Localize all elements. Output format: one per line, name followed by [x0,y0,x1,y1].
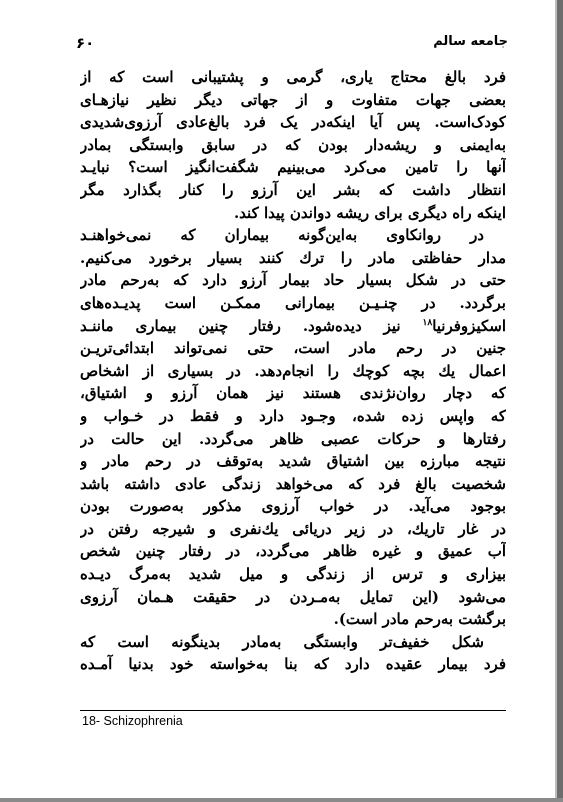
text-line: شکل خفیف‌تر وابستگی به‌مادر بدینگونه است که [80,632,484,651]
text-line-with-footnote [80,315,506,338]
book-page [74,28,512,773]
text-line: که واپس زده شده، وجـود دارد و فقط در خـواب و [80,406,506,425]
text-line: در غار تاریك، در زیر دریائی یك‌نفری و شیرجه رفتن در [80,519,506,538]
text-line: جنین در رحم مادر است، حتی نمی‌تواند ابتدائی‌تریـن [80,339,506,358]
text-line: می‌شود (این تمایل به‌مـردن در حقیقت هـمان آرزوی [80,587,506,606]
text-line: فرد بیمار عقیده دارد که بنا به‌خواسته خود بدنیا آمـده [80,655,506,674]
scan-bottom-edge [0,798,563,802]
text-fragment: اسکیزوفرنیا [432,316,506,335]
text-line: اینکه راه دیگری برای ریشه دواندن پیدا کند. [233,203,506,222]
text-line: که دچار روان‌نژندی هستند نیز همان آرزو و اشتیاق، [80,384,506,403]
text-line: برگشت به‌رحم مادر است). [333,610,506,629]
text-line: شخصیت بالغ فرد که می‌خواهد زندگی عادی داشته باشد [80,474,506,493]
footnote-marker: ۱۸ [422,317,433,328]
body-text [80,66,506,676]
text-line: انتظار داشت که بشر این آرزو را کنار بگذارد مگر [80,180,506,199]
text-line: به‌ایمنی و ریشه‌دار بودن که در سابق وابستگی بمادر [80,135,506,154]
text-line: حتی در شکل بسیار حاد بیمار آرزو دارد که به‌رحم مادر [80,271,506,290]
text-fragment: نیز دیده‌شود. رفتار چنین بیماری ماننـد [80,316,423,335]
text-line: رفتارها و حرکات عصبی ظاهر می‌گردد. این حالت در [80,429,506,448]
page-header [74,28,512,58]
text-line: نتیجه مبارزه بین اشتیاق شدید به‌توقف در رحم مادر و [80,452,506,471]
text-line: فرد بالغ محتاج یاری، گرمی و پشتیبانی است که از [80,68,506,86]
text-line: اعمال یك بچه کوچك را انجام‌دهد. در بسیاری از اشخاص [80,361,506,380]
running-title: جامعه سالم [433,34,508,49]
scan-edge-shadow [557,0,563,802]
text-line: آنها را تامین می‌کرد می‌بینیم شگفت‌انگیز است؟ نبایـد [80,158,506,177]
text-line: مدار حفاظتی مادر را ترك کنند بسیار برخورد می‌کنیم. [80,248,506,267]
footnote-divider [80,710,506,711]
footnote: 18- Schizophrenia [82,714,183,728]
text-line: برگردد. در چنـیـن بیمارانی ممکـن است پدیـده‌های [80,293,506,312]
text-line: بیزاری و ترس از زندگی و میل شدید به‌مرگ دیـده [80,565,506,584]
text-line: کودک‌است. پس آیا اینکه‌در یک فرد بالغ‌عادی آرزوی‌شدیدی [80,113,506,132]
text-line: آب عمیق و غیره ظاهر می‌گردد، در رفتار چنین شخص [80,542,506,561]
page-number: ۶۰ [76,34,95,52]
text-line: بعضی جهات متفاوت و از جهاتی دیگر نظیر نیازهـای [80,90,506,109]
text-line: در روانکاوی به‌این‌گونه بیماران که نمی‌خواهنـد [80,226,484,245]
text-line: بوجود می‌آید. در خواب آرزوی مذکور به‌صورت بودن [80,497,506,516]
